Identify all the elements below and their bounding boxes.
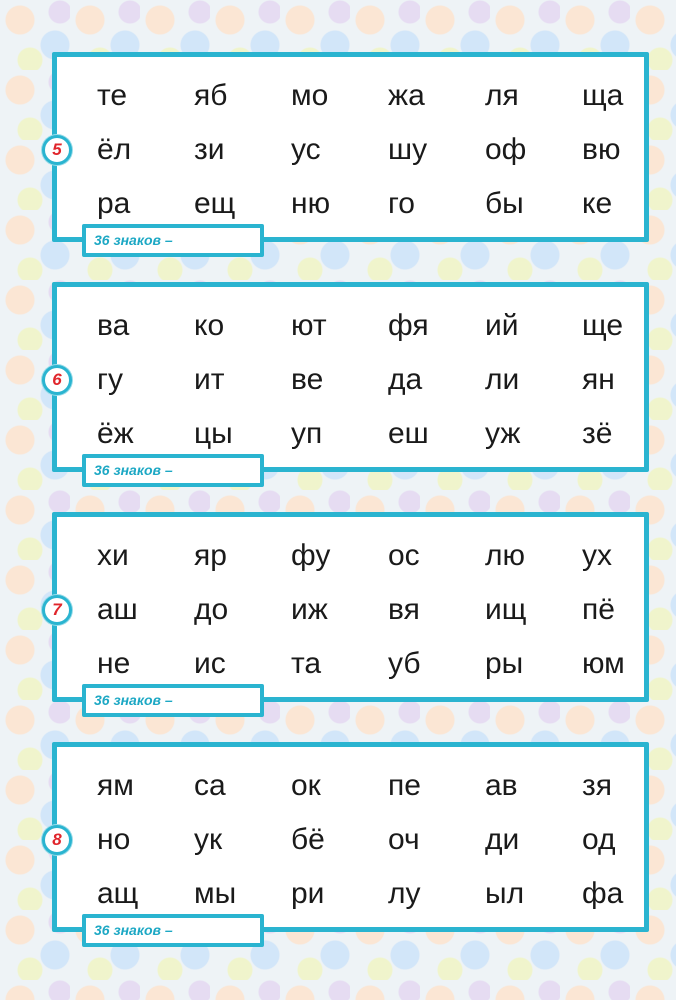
syllable: но [97,823,131,856]
syllable: ют [291,309,327,342]
syllable: фу [291,539,331,572]
syllable: ух [582,539,612,572]
syllable: лу [388,877,421,910]
syllable: уж [485,417,521,450]
syllable: оч [388,823,420,856]
syllable: ще [582,309,624,342]
syllable: ук [194,823,223,856]
syllable: вя [388,593,420,626]
syllable: са [194,769,226,802]
exercise-number-badge: 8 [42,825,72,855]
sign-count-field[interactable]: 36 знаков – [82,914,264,947]
syllable: пё [582,593,615,626]
syllable: ит [194,363,225,396]
syllable: ян [582,363,615,396]
syllable: ок [291,769,321,802]
syllable: иж [291,593,328,626]
syllable: яр [194,539,227,572]
syllable: да [388,363,423,396]
syllable: зи [194,133,225,166]
syllable: оф [485,133,527,166]
exercise-number-badge: 7 [42,595,72,625]
syllable: хи [97,539,129,572]
syllable: ус [291,133,321,166]
exercise-number-badge: 5 [42,135,72,165]
exercise-number-badge: 6 [42,365,72,395]
syllable: до [194,593,229,626]
syllable: жа [388,79,425,112]
sign-count-field[interactable]: 36 знаков – [82,224,264,257]
syllable: гу [97,363,123,396]
exercise-card-6 [52,282,649,478]
syllable: ос [388,539,420,572]
syllable-grid [97,69,647,231]
syllable: ыл [485,877,525,910]
syllable: юм [582,647,625,680]
syllable: пе [388,769,421,802]
syllable: зё [582,417,613,450]
syllable: уб [388,647,421,680]
syllable: ке [582,187,613,220]
syllable: ри [291,877,325,910]
syllable: бы [485,187,524,220]
syllable: ко [194,309,225,342]
syllable: ли [485,363,520,396]
syllable: шу [388,133,428,166]
syllable: мо [291,79,329,112]
syllable: ля [485,79,519,112]
syllable: ща [582,79,624,112]
syllable: ню [291,187,331,220]
syllable: зя [582,769,612,802]
syllable: го [388,187,415,220]
syllable: од [582,823,616,856]
syllable-grid [97,299,647,461]
syllable: уп [291,417,323,450]
syllable: та [291,647,322,680]
syllable: вю [582,133,621,166]
exercise-card-5 [52,52,649,248]
syllable: цы [194,417,233,450]
syllable: ра [97,187,131,220]
syllable-grid [97,759,647,921]
syllable: ищ [485,593,527,626]
syllable: не [97,647,131,680]
syllable: ве [291,363,324,396]
syllable: мы [194,877,237,910]
syllable-grid [97,529,647,691]
syllable: фа [582,877,624,910]
syllable: ещ [194,187,236,220]
syllable: ёл [97,133,132,166]
syllable: ди [485,823,520,856]
syllable: ям [97,769,134,802]
syllable: ий [485,309,519,342]
syllable: ёж [97,417,134,450]
syllable: ис [194,647,226,680]
exercise-card-8 [52,742,649,938]
syllable: яб [194,79,228,112]
syllable: те [97,79,128,112]
exercise-card-7 [52,512,649,708]
syllable: ав [485,769,518,802]
syllable: бё [291,823,325,856]
syllable: еш [388,417,429,450]
syllable: ва [97,309,130,342]
syllable: фя [388,309,429,342]
sign-count-field[interactable]: 36 знаков – [82,454,264,487]
syllable: ащ [97,877,139,910]
sign-count-field[interactable]: 36 знаков – [82,684,264,717]
syllable: ры [485,647,524,680]
syllable: аш [97,593,138,626]
syllable: лю [485,539,526,572]
